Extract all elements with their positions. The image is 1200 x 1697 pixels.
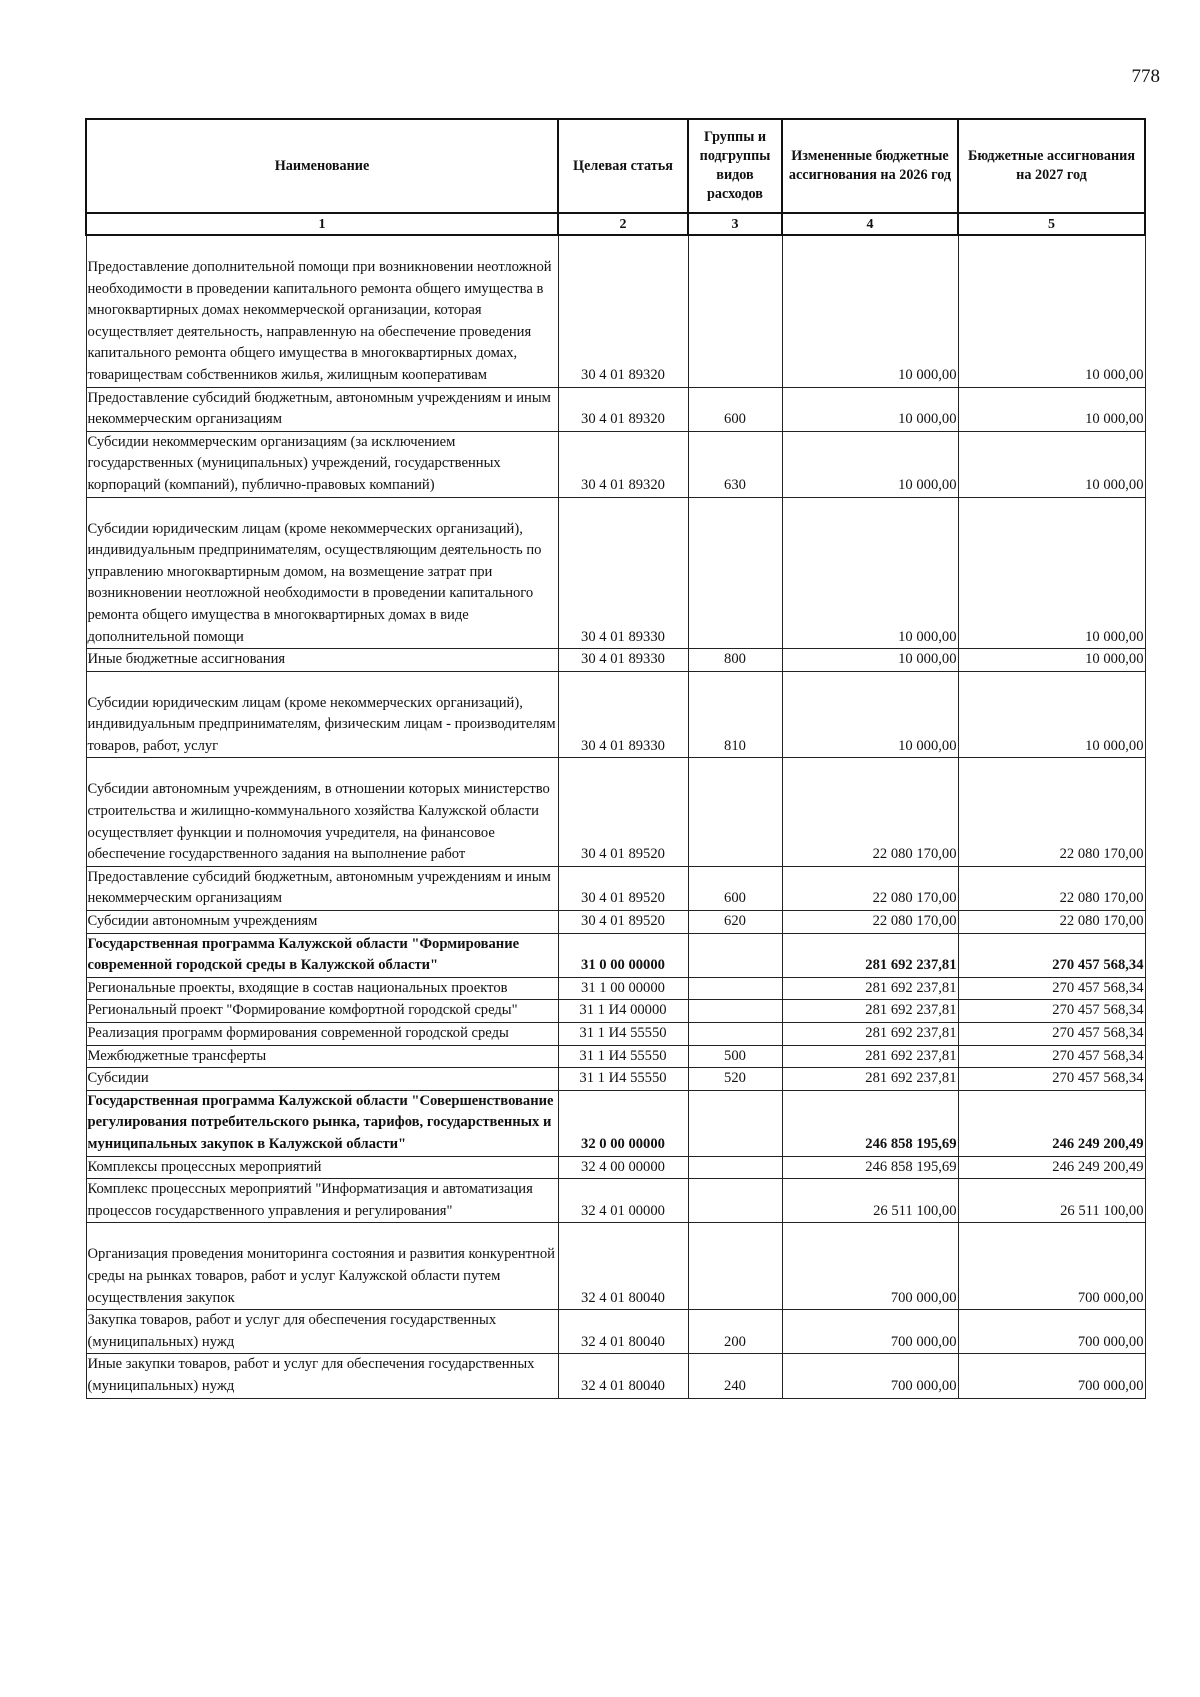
table-row: [86, 387, 1145, 431]
row-name: Комплекс процессных мероприятий "Информатизация и автоматизация процессов государственного управления и регулирования": [86, 1179, 558, 1223]
row-amount-2027: 700 000,00: [958, 1354, 1145, 1398]
row-amount-2026: 281 692 237,81: [782, 1023, 958, 1046]
table-row: [86, 1023, 1145, 1046]
row-amount-2027: 10 000,00: [958, 671, 1145, 758]
table-row: [86, 1000, 1145, 1023]
row-amount-2027: 700 000,00: [958, 1310, 1145, 1354]
row-target-article: 30 4 01 89330: [558, 497, 688, 649]
row-name: Государственная программа Калужской области "Формирование современной городской среды в Калужской области": [86, 933, 558, 977]
header-appropriations-2026: Измененные бюджетные ассигнования на 2026 год: [782, 119, 958, 213]
table-row: [86, 1179, 1145, 1223]
row-amount-2027: 10 000,00: [958, 649, 1145, 672]
row-name: Организация проведения мониторинга состояния и развития конкурентной среды на рынках товаров, работ и услуг Калужской области путем осуществления закупок: [86, 1223, 558, 1310]
row-target-article: 31 0 00 00000: [558, 933, 688, 977]
row-amount-2027: 270 457 568,34: [958, 1068, 1145, 1091]
row-target-article: 30 4 01 89330: [558, 671, 688, 758]
table-row: [86, 758, 1145, 866]
table-row: [86, 977, 1145, 1000]
row-amount-2027: 246 249 200,49: [958, 1090, 1145, 1156]
row-amount-2026: 10 000,00: [782, 431, 958, 497]
row-name: Субсидии некоммерческим организациям (за исключением государственных (муниципальных) учреждений, государственных корпораций (компаний), публично-правовых компаний): [86, 431, 558, 497]
row-expense-group: [688, 497, 782, 649]
row-target-article: 30 4 01 89330: [558, 649, 688, 672]
row-amount-2026: 10 000,00: [782, 649, 958, 672]
row-target-article: 32 4 00 00000: [558, 1156, 688, 1179]
row-amount-2026: 22 080 170,00: [782, 911, 958, 934]
row-amount-2026: 700 000,00: [782, 1310, 958, 1354]
row-amount-2026: 10 000,00: [782, 387, 958, 431]
row-amount-2027: 270 457 568,34: [958, 1000, 1145, 1023]
row-expense-group: [688, 977, 782, 1000]
row-name: Субсидии автономным учреждениям: [86, 911, 558, 934]
row-amount-2026: 281 692 237,81: [782, 1045, 958, 1068]
row-target-article: 30 4 01 89520: [558, 758, 688, 866]
row-expense-group: 240: [688, 1354, 782, 1398]
row-name: Закупка товаров, работ и услуг для обеспечения государственных (муниципальных) нужд: [86, 1310, 558, 1354]
row-expense-group: [688, 1179, 782, 1223]
row-expense-group: [688, 235, 782, 387]
row-expense-group: 600: [688, 866, 782, 910]
row-expense-group: [688, 1000, 782, 1023]
row-amount-2027: 10 000,00: [958, 387, 1145, 431]
table-row: [86, 649, 1145, 672]
row-target-article: 32 4 01 00000: [558, 1179, 688, 1223]
row-amount-2027: 22 080 170,00: [958, 911, 1145, 934]
row-target-article: 30 4 01 89320: [558, 235, 688, 387]
row-amount-2026: 281 692 237,81: [782, 933, 958, 977]
row-name: Субсидии юридическим лицам (кроме некоммерческих организаций), индивидуальным предпринимателям, физическим лицам - производителям товаров, работ, услуг: [86, 671, 558, 758]
table-row: [86, 1045, 1145, 1068]
row-amount-2026: 281 692 237,81: [782, 1000, 958, 1023]
table-row: [86, 431, 1145, 497]
table-row: [86, 235, 1145, 387]
row-name: Иные закупки товаров, работ и услуг для обеспечения государственных (муниципальных) нужд: [86, 1354, 558, 1398]
row-name: Реализация программ формирования современной городской среды: [86, 1023, 558, 1046]
row-amount-2027: 22 080 170,00: [958, 758, 1145, 866]
row-amount-2027: 270 457 568,34: [958, 1023, 1145, 1046]
row-expense-group: 200: [688, 1310, 782, 1354]
row-target-article: 30 4 01 89320: [558, 387, 688, 431]
table-row: [86, 1354, 1145, 1398]
column-number: 5: [958, 213, 1145, 235]
row-name: Субсидии автономным учреждениям, в отношении которых министерство строительства и жилищно-коммунального хозяйства Калужской области осуществляет функции и полномочия учредителя, на финансовое обеспечение государственного задания на выполнение работ: [86, 758, 558, 866]
row-amount-2026: 700 000,00: [782, 1223, 958, 1310]
row-target-article: 30 4 01 89320: [558, 431, 688, 497]
column-number-row: [86, 213, 1145, 235]
row-name: Региональный проект "Формирование комфортной городской среды": [86, 1000, 558, 1023]
row-target-article: 31 1 И4 55550: [558, 1023, 688, 1046]
row-amount-2027: 270 457 568,34: [958, 933, 1145, 977]
table-row: [86, 911, 1145, 934]
column-number: 4: [782, 213, 958, 235]
row-expense-group: [688, 1090, 782, 1156]
row-amount-2027: 246 249 200,49: [958, 1156, 1145, 1179]
table-row: [86, 497, 1145, 649]
table-row: [86, 1223, 1145, 1310]
row-name: Предоставление дополнительной помощи при возникновении неотложной необходимости в проведении капитального ремонта общего имущества в многоквартирных домах некоммерческой организации, которая осуществляет деятельность, направленную на обеспечение проведения капитального ремонта общего имущества в многоквартирных домах, товариществам собственников жилья, жилищным кооперативам: [86, 235, 558, 387]
header-target-article: Целевая статья: [558, 119, 688, 213]
row-amount-2026: 10 000,00: [782, 671, 958, 758]
row-amount-2027: 10 000,00: [958, 235, 1145, 387]
row-name: Комплексы процессных мероприятий: [86, 1156, 558, 1179]
row-amount-2026: 246 858 195,69: [782, 1156, 958, 1179]
row-amount-2027: 270 457 568,34: [958, 977, 1145, 1000]
row-target-article: 31 1 И4 55550: [558, 1068, 688, 1091]
row-expense-group: [688, 933, 782, 977]
row-expense-group: 600: [688, 387, 782, 431]
row-target-article: 31 1 И4 00000: [558, 1000, 688, 1023]
table-row: [86, 671, 1145, 758]
row-target-article: 31 1 И4 55550: [558, 1045, 688, 1068]
table-row: [86, 1156, 1145, 1179]
row-amount-2027: 26 511 100,00: [958, 1179, 1145, 1223]
row-amount-2026: 22 080 170,00: [782, 866, 958, 910]
row-expense-group: 800: [688, 649, 782, 672]
row-amount-2027: 10 000,00: [958, 497, 1145, 649]
row-amount-2026: 26 511 100,00: [782, 1179, 958, 1223]
row-name: Субсидии: [86, 1068, 558, 1091]
table-row: [86, 866, 1145, 910]
row-name: Субсидии юридическим лицам (кроме некоммерческих организаций), индивидуальным предпринимателям, осуществляющим деятельность по управлению многоквартирным домом, на возмещение затрат при возникновении неотложной необходимости в проведении капитального ремонта общего имущества в многоквартирных домах в виде дополнительной помощи: [86, 497, 558, 649]
row-name: Предоставление субсидий бюджетным, автономным учреждениям и иным некоммерческим организациям: [86, 387, 558, 431]
column-number: 1: [86, 213, 558, 235]
header-appropriations-2027: Бюджетные ассигнования на 2027 год: [958, 119, 1145, 213]
row-amount-2026: 22 080 170,00: [782, 758, 958, 866]
row-name: Межбюджетные трансферты: [86, 1045, 558, 1068]
row-amount-2026: 700 000,00: [782, 1354, 958, 1398]
row-expense-group: [688, 758, 782, 866]
row-target-article: 32 4 01 80040: [558, 1223, 688, 1310]
table-row: [86, 1310, 1145, 1354]
row-amount-2027: 270 457 568,34: [958, 1045, 1145, 1068]
row-expense-group: [688, 1156, 782, 1179]
table-row: [86, 1068, 1145, 1091]
row-target-article: 32 4 01 80040: [558, 1310, 688, 1354]
row-expense-group: [688, 1223, 782, 1310]
header-name: Наименование: [86, 119, 558, 213]
row-name: Государственная программа Калужской области "Совершенствование регулирования потребительского рынка, тарифов, государственных и муниципальных закупок в Калужской области": [86, 1090, 558, 1156]
column-number: 2: [558, 213, 688, 235]
table-row: [86, 1090, 1145, 1156]
row-name: Иные бюджетные ассигнования: [86, 649, 558, 672]
row-expense-group: 630: [688, 431, 782, 497]
row-expense-group: 520: [688, 1068, 782, 1091]
row-name: Региональные проекты, входящие в состав национальных проектов: [86, 977, 558, 1000]
row-expense-group: 620: [688, 911, 782, 934]
row-expense-group: [688, 1023, 782, 1046]
table-row: [86, 933, 1145, 977]
row-name: Предоставление субсидий бюджетным, автономным учреждениям и иным некоммерческим организациям: [86, 866, 558, 910]
row-amount-2027: 22 080 170,00: [958, 866, 1145, 910]
row-amount-2026: 246 858 195,69: [782, 1090, 958, 1156]
row-expense-group: 810: [688, 671, 782, 758]
column-number: 3: [688, 213, 782, 235]
row-amount-2026: 281 692 237,81: [782, 1068, 958, 1091]
row-amount-2026: 281 692 237,81: [782, 977, 958, 1000]
row-target-article: 30 4 01 89520: [558, 911, 688, 934]
table-header-row: [86, 119, 1145, 213]
row-amount-2026: 10 000,00: [782, 235, 958, 387]
row-target-article: 31 1 00 00000: [558, 977, 688, 1000]
row-target-article: 32 4 01 80040: [558, 1354, 688, 1398]
page-number: 778: [1131, 66, 1160, 87]
row-amount-2027: 10 000,00: [958, 431, 1145, 497]
row-amount-2027: 700 000,00: [958, 1223, 1145, 1310]
row-target-article: 30 4 01 89520: [558, 866, 688, 910]
row-amount-2026: 10 000,00: [782, 497, 958, 649]
row-target-article: 32 0 00 00000: [558, 1090, 688, 1156]
header-expense-groups: Группы и подгруппы видов расходов: [688, 119, 782, 213]
budget-table: [85, 118, 1146, 1399]
row-expense-group: 500: [688, 1045, 782, 1068]
table-body: [86, 235, 1145, 1398]
